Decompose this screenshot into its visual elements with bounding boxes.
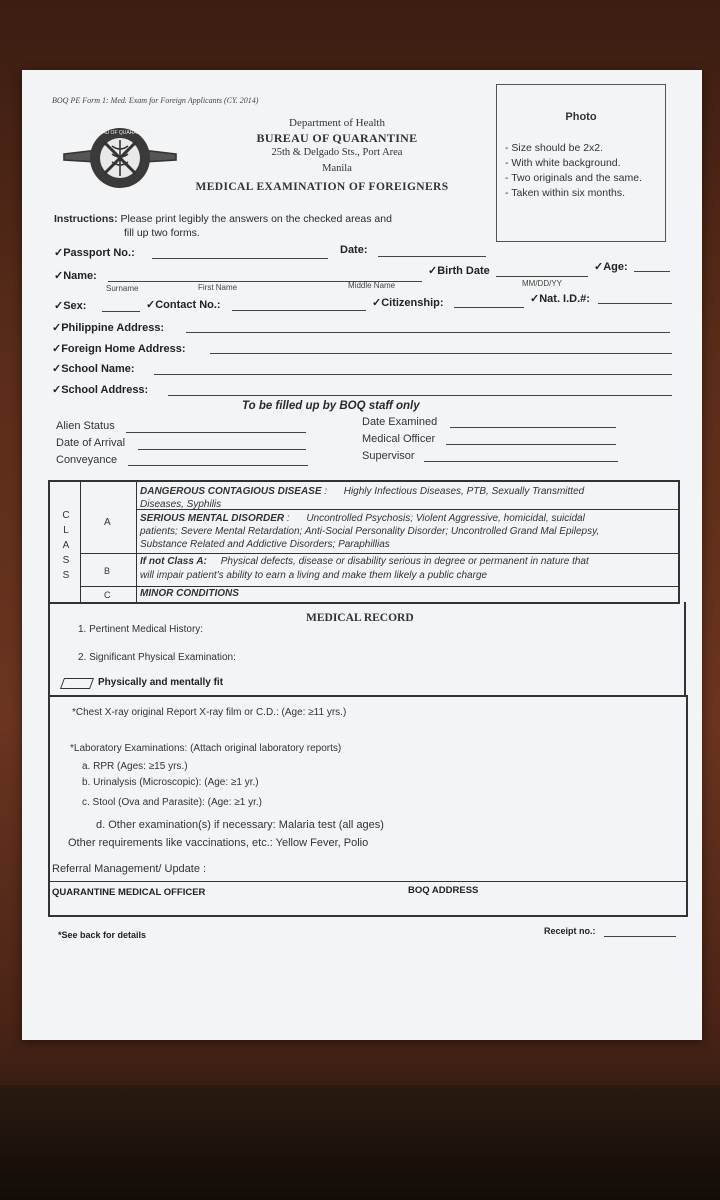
contact-label: ✓Contact No.: (146, 299, 221, 311)
class-letter-s2: S (62, 570, 70, 581)
medical-record-title: MEDICAL RECORD (306, 612, 414, 624)
photo-req-1: - Size should be 2x2. (505, 142, 604, 154)
ph-address-field[interactable] (186, 332, 670, 333)
referral-label: Referral Management/ Update : (52, 863, 207, 875)
birth-date-field[interactable] (496, 276, 588, 277)
form-id: BOQ PE Form 1: Med. Exam for Foreign Applicants (CY. 2014) (52, 96, 259, 105)
table-surface (0, 1085, 720, 1200)
laboratory-section (48, 695, 688, 917)
conveyance-label: Conveyance (56, 454, 118, 466)
class-c-label: C (104, 590, 111, 600)
lab-exams-title: *Laboratory Examinations: (Attach original laboratory reports) (70, 743, 342, 754)
physical-exam-item: 2. Significant Physical Examination: (78, 652, 236, 663)
bureau-seal-icon (62, 118, 178, 200)
ph-address-label: ✓Philippine Address: (52, 322, 165, 334)
bureau-address: 25th & Delgado Sts., Port Area (271, 147, 403, 158)
mental-disorder-row: SERIOUS MENTAL DISORDER : Uncontrolled Psychosis; Violent Aggressive, homicidal, suicidal (140, 513, 585, 524)
medical-officer-field[interactable] (446, 444, 616, 445)
class-letter-s1: S (62, 555, 70, 566)
dangerous-title: DANGEROUS CONTAGIOUS DISEASE (140, 486, 322, 497)
school-name-field[interactable] (154, 374, 672, 375)
nat-id-label: ✓Nat. I.D.#: (530, 293, 590, 305)
date-examined-label: Date Examined (362, 416, 438, 428)
date-arrival-label: Date of Arrival (56, 437, 126, 449)
photo-box[interactable] (496, 84, 666, 242)
vaccination-item: Other requirements like vaccinations, etc.: Yellow Fever, Polio (68, 837, 369, 849)
fit-checkbox[interactable] (60, 678, 94, 689)
see-back-note: *See back for details (58, 930, 147, 940)
photo-title: Photo (565, 111, 597, 123)
class-b-title: If not Class A: (140, 556, 207, 567)
class-b-text2: will impair patient's ability to earn a living and make them likely a public charge (140, 570, 488, 581)
birth-date-label: ✓Birth Date (428, 265, 490, 277)
class-letters (62, 508, 70, 583)
citizenship-field[interactable] (454, 307, 524, 308)
foreign-address-label: ✓Foreign Home Address: (52, 343, 186, 355)
date-examined-field[interactable] (450, 427, 616, 428)
photo-req-3: - Two originals and the same. (505, 172, 642, 184)
mental-title: SERIOUS MENTAL DISORDER (140, 513, 285, 524)
first-name-label: First Name (198, 283, 238, 292)
dangerous-text2: Diseases, Syphilis (140, 499, 222, 510)
date-field[interactable] (378, 256, 486, 257)
class-b-text1: Physical defects, disease or disability serious in degree or permanent in nature that (220, 556, 589, 567)
class-c-title: MINOR CONDITIONS (140, 588, 239, 599)
other-exam-item: d. Other examination(s) if necessary: Malaria test (all ages) (96, 819, 384, 831)
class-a-label: A (104, 517, 111, 528)
instructions (54, 212, 392, 240)
alien-status-field[interactable] (126, 432, 306, 433)
school-name-label: ✓School Name: (52, 363, 135, 375)
conveyance-field[interactable] (128, 465, 308, 466)
class-letter-l: L (63, 525, 69, 536)
boq-address-label: BOQ ADDRESS (408, 885, 479, 896)
mental-text1: Uncontrolled Psychosis; Violent Aggressive, homicidal, suicidal (306, 513, 585, 524)
photo-req-4: - Taken within six months. (505, 187, 626, 199)
quarantine-officer-label: QUARANTINE MEDICAL OFFICER (52, 887, 206, 898)
photo-req-2: - With white background. (505, 157, 621, 169)
age-label: ✓Age: (594, 261, 628, 273)
passport-label: ✓Passport No.: (54, 247, 135, 259)
medical-history-item: 1. Pertinent Medical History: (78, 624, 204, 635)
classification-table (48, 480, 680, 604)
class-letter-c: C (62, 510, 70, 521)
contact-field[interactable] (232, 310, 366, 311)
surname-label: Surname (106, 284, 139, 293)
mental-text3: Substance Related and Addictive Disorders; Paraphillias (140, 539, 390, 550)
form-title: MEDICAL EXAMINATION OF FOREIGNERS (195, 181, 449, 193)
passport-field[interactable] (152, 258, 328, 259)
fit-label: Physically and mentally fit (98, 677, 224, 688)
dangerous-text1: Highly Infectious Diseases, PTB, Sexually Transmitted (343, 486, 585, 497)
date-arrival-field[interactable] (138, 449, 306, 450)
date-label: Date: (340, 244, 368, 256)
nat-id-field[interactable] (598, 303, 672, 304)
instructions-line2: fill up two forms. (124, 227, 200, 239)
class-letter-a: A (62, 540, 70, 551)
school-address-label: ✓School Address: (52, 384, 149, 396)
medical-form-paper (22, 70, 702, 1040)
citizenship-label: ✓Citizenship: (372, 297, 444, 309)
photo-requirements (505, 141, 642, 201)
school-address-field[interactable] (168, 395, 672, 396)
middle-name-label: Middle Name (348, 281, 396, 290)
urinalysis-item: b. Urinalysis (Microscopic): (Age: ≥1 yr.) (82, 777, 259, 788)
stool-item: c. Stool (Ova and Parasite): (Age: ≥1 yr.) (82, 797, 263, 808)
dangerous-disease-row: DANGEROUS CONTAGIOUS DISEASE : Highly Infectious Diseases, PTB, Sexually Transmitted (140, 486, 585, 497)
receipt-label: Receipt no.: (544, 926, 596, 936)
staff-section-title: To be filled up by BOQ staff only (242, 400, 420, 412)
bureau-city: Manila (322, 163, 352, 174)
age-field[interactable] (634, 271, 670, 272)
medical-record-section (48, 602, 686, 697)
bureau-name: BUREAU OF QUARANTINE (256, 131, 418, 145)
seal-text: BUREAU OF QUARANTINE (88, 130, 152, 136)
mental-text2: patients; Severe Mental Retardation; Anti-Social Personality Disorder; Uncontrolled Grand Mal Epilepsy, (140, 526, 600, 537)
supervisor-field[interactable] (424, 461, 618, 462)
class-c-row (140, 588, 239, 599)
instructions-line1: Please print legibly the answers on the checked areas and (120, 213, 392, 225)
alien-status-label: Alien Status (56, 420, 115, 432)
medical-officer-label: Medical Officer (362, 433, 436, 445)
supervisor-label: Supervisor (362, 450, 415, 462)
sex-field[interactable] (102, 311, 140, 312)
foreign-address-field[interactable] (210, 353, 672, 354)
sex-label: ✓Sex: (54, 300, 87, 312)
xray-requirement: *Chest X-ray original Report X-ray film or C.D.: (Age: ≥11 yrs.) (72, 707, 347, 718)
department-name: Department of Health (289, 117, 385, 129)
name-label: ✓Name: (54, 270, 97, 282)
rpr-item: a. RPR (Ages: ≥15 yrs.) (82, 761, 188, 772)
date-format-hint: MM/DD/YY (522, 279, 562, 288)
receipt-field[interactable] (604, 936, 676, 937)
instructions-label: Instructions: (54, 213, 118, 225)
class-b-row (140, 556, 589, 567)
class-b-label: B (104, 566, 111, 576)
